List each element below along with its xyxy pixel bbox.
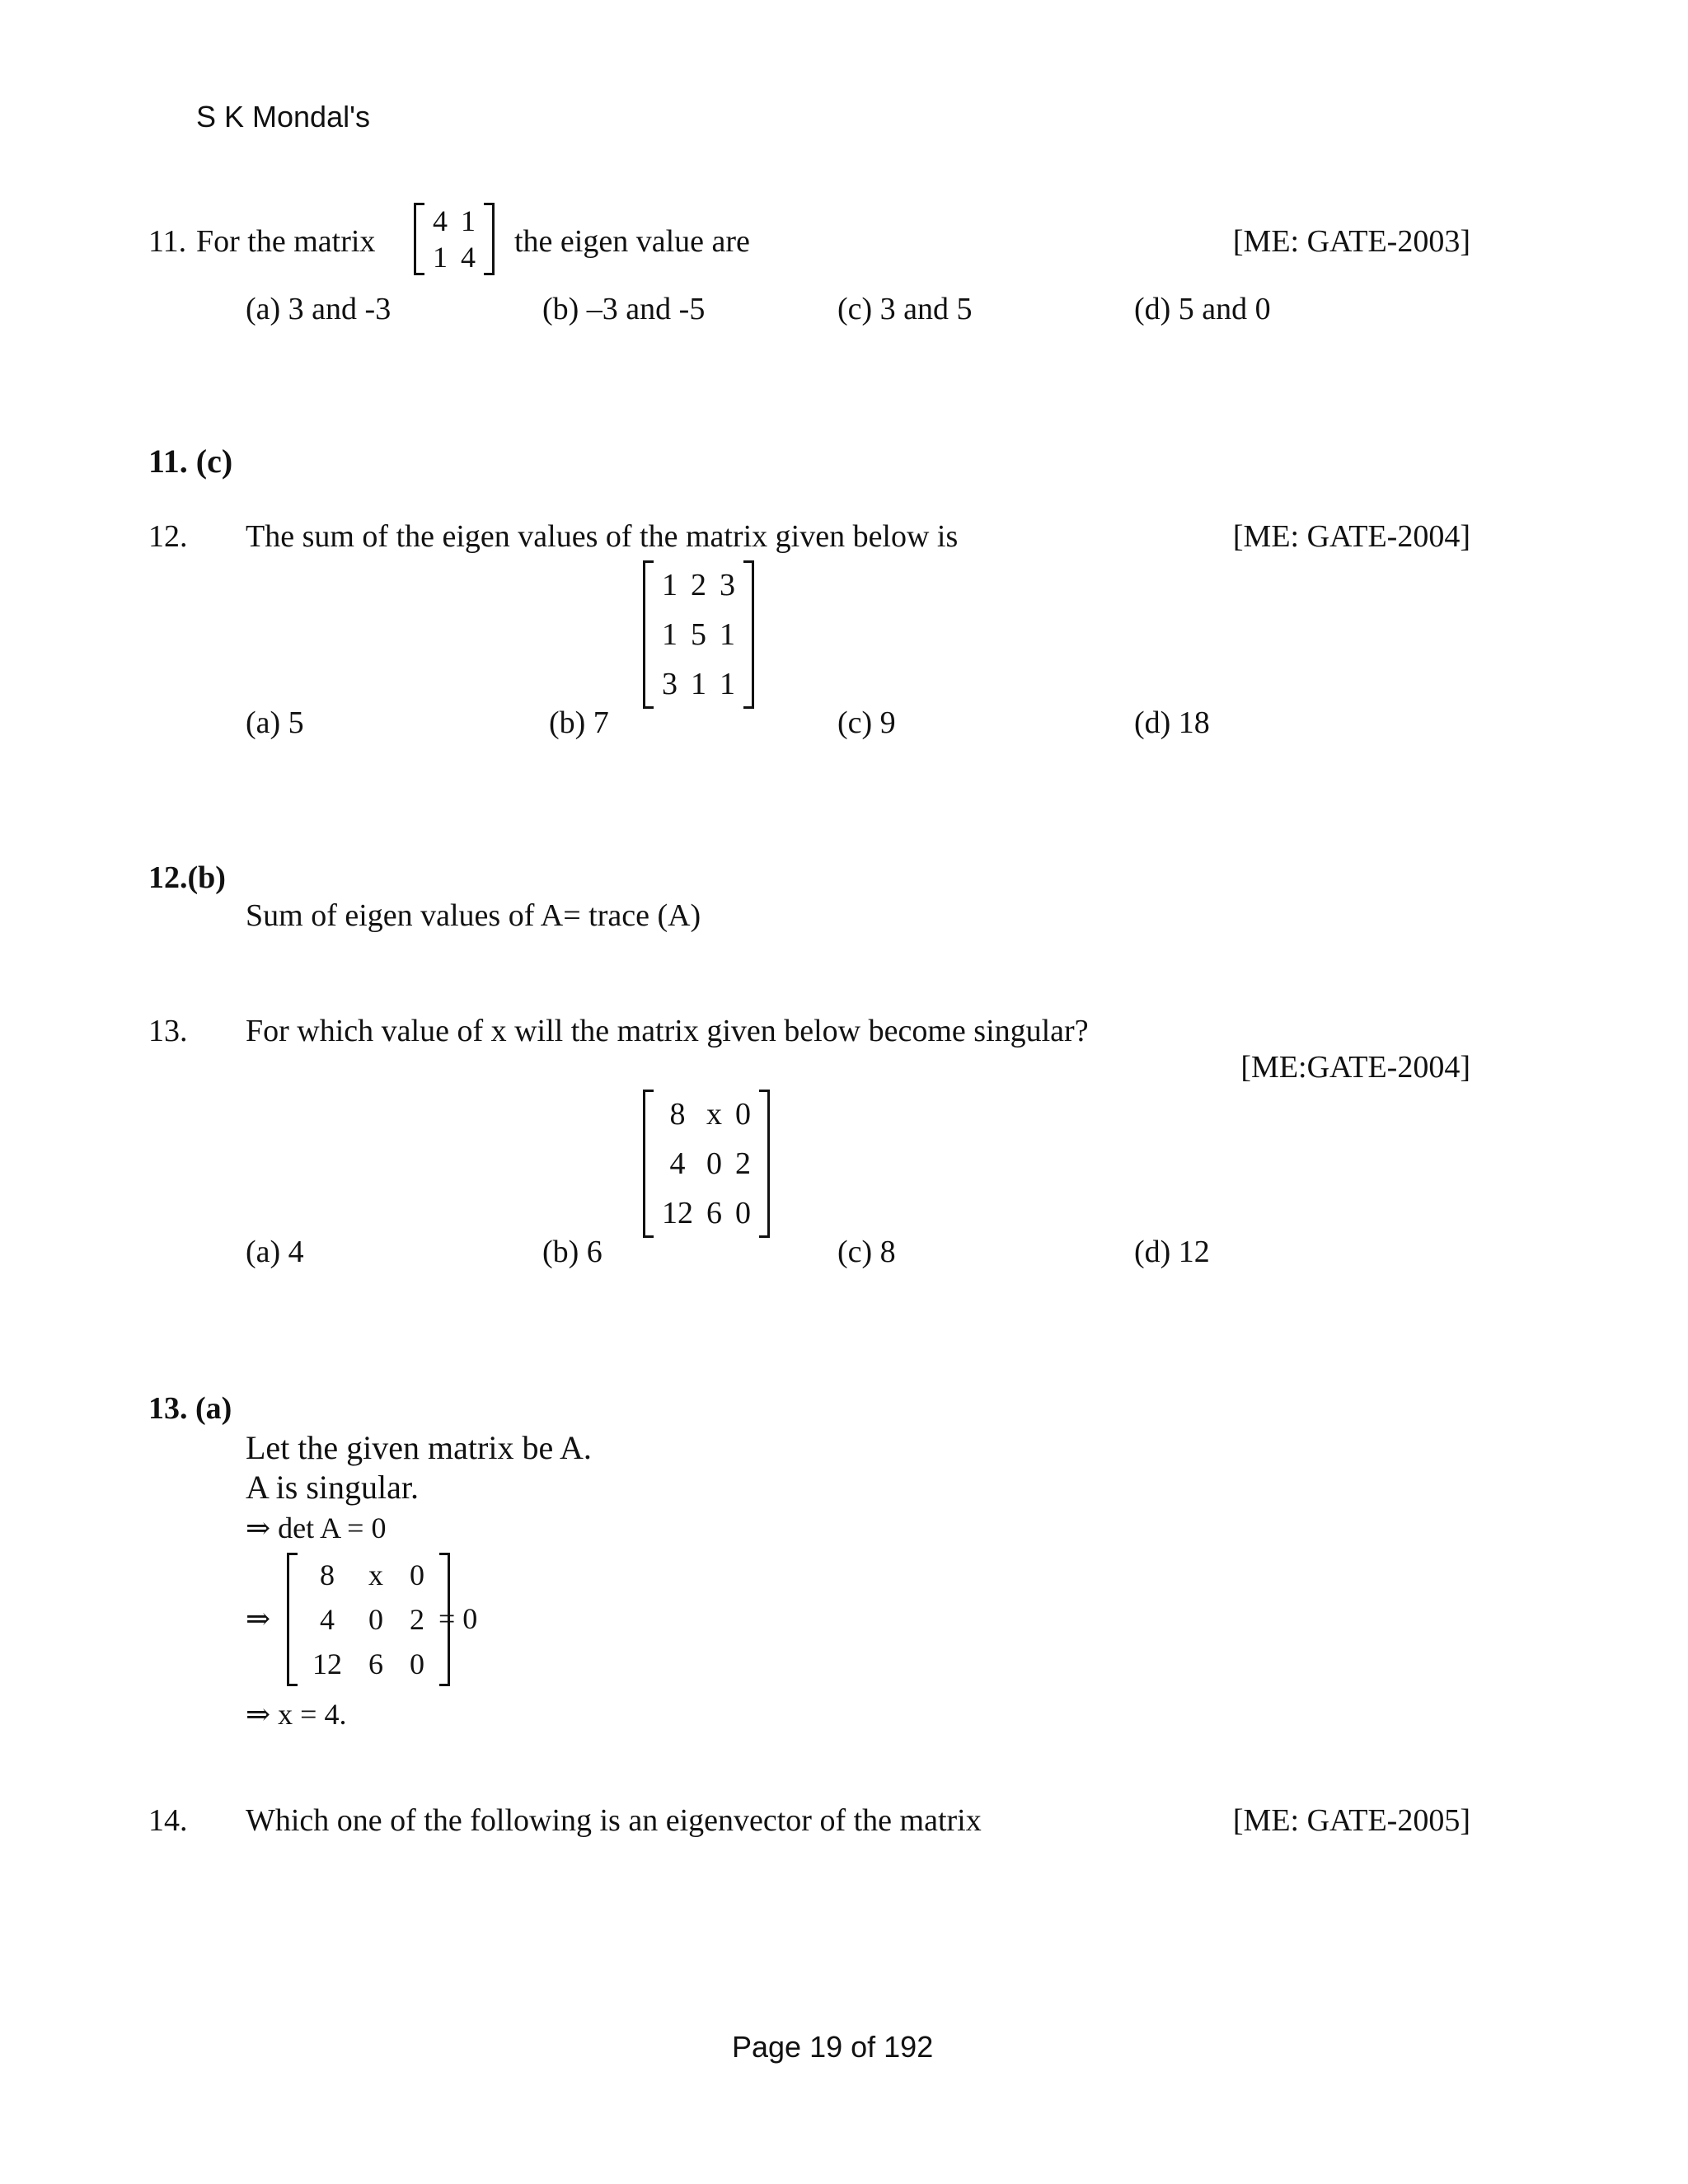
question-12-text: The sum of the eigen values of the matrix given below is xyxy=(246,519,959,554)
matrix-cell: 12 xyxy=(662,1196,693,1230)
matrix-cell: 1 xyxy=(662,568,678,602)
answer-13-determinant-matrix xyxy=(287,1553,450,1686)
question-12-option-d: (d) 18 xyxy=(1134,705,1210,740)
question-11-option-b: (b) –3 and -5 xyxy=(542,292,706,326)
matrix-cell: 3 xyxy=(720,568,735,602)
question-13-option-a: (a) 4 xyxy=(246,1235,304,1269)
matrix-cell: 0 xyxy=(706,1146,722,1181)
matrix-cell: 1 xyxy=(720,667,735,701)
answer-12-label: 12.(b) xyxy=(148,860,226,895)
question-13-number: 13. xyxy=(148,1014,188,1048)
question-12-exam-tag: [ME: GATE-2004] xyxy=(1232,519,1470,554)
question-11-exam-tag: [ME: GATE-2003] xyxy=(1232,224,1470,259)
matrix-cell: 3 xyxy=(662,667,678,701)
matrix-cell: 6 xyxy=(706,1196,722,1230)
matrix-cell: 12 xyxy=(312,1647,342,1680)
answer-13-step3: ⇒ x = 4. xyxy=(246,1698,347,1731)
question-13-exam-tag: [ME:GATE-2004] xyxy=(1240,1050,1470,1085)
question-12-option-c: (c) 9 xyxy=(837,705,896,740)
answer-13-step2-prefix: ⇒ xyxy=(246,1602,271,1635)
matrix-cell: 0 xyxy=(735,1097,751,1132)
matrix-cell: 1 xyxy=(691,667,706,701)
question-12-number: 12. xyxy=(148,519,188,554)
question-14-exam-tag: [ME: GATE-2005] xyxy=(1232,1803,1470,1838)
question-14-text: Which one of the following is an eigenvector of the matrix xyxy=(246,1803,982,1838)
question-13-option-b: (b) 6 xyxy=(542,1235,603,1269)
answer-13-step2-suffix: = 0 xyxy=(438,1602,478,1635)
matrix-cell: 0 xyxy=(368,1603,383,1636)
matrix-cell: 4 xyxy=(461,241,476,274)
question-13-text: For which value of x will the matrix given below become singular? xyxy=(246,1014,1089,1048)
matrix-cell: x xyxy=(706,1097,722,1132)
question-13-option-c: (c) 8 xyxy=(837,1235,896,1269)
question-12-option-a: (a) 5 xyxy=(246,705,304,740)
question-13-option-d: (d) 12 xyxy=(1134,1235,1210,1269)
page-footer-number: Page 19 of 192 xyxy=(732,2030,934,2064)
question-11-number: 11. xyxy=(148,224,187,259)
answer-13-step1: ⇒ det A = 0 xyxy=(246,1511,387,1544)
answer-12-explanation: Sum of eigen values of A= trace (A) xyxy=(246,898,701,933)
matrix-cell: 1 xyxy=(461,204,476,237)
matrix-cell: 2 xyxy=(735,1146,751,1181)
question-12-option-b: (b) 7 xyxy=(549,705,609,740)
matrix-cell: 2 xyxy=(410,1603,424,1636)
matrix-cell: 4 xyxy=(669,1146,686,1181)
matrix-cell: 1 xyxy=(662,617,678,652)
answer-13-label: 13. (a) xyxy=(148,1391,232,1426)
question-11-option-d: (d) 5 and 0 xyxy=(1134,292,1271,326)
page-header-author: S K Mondal's xyxy=(196,100,370,134)
answer-13-line2: A is singular. xyxy=(246,1469,420,1506)
question-14-number: 14. xyxy=(148,1803,188,1838)
matrix-cell: x xyxy=(368,1558,383,1591)
question-12-matrix xyxy=(643,560,754,709)
matrix-cell: 0 xyxy=(735,1196,751,1230)
matrix-cell: 0 xyxy=(410,1647,424,1680)
matrix-cell: 6 xyxy=(368,1647,383,1680)
question-11-option-c: (c) 3 and 5 xyxy=(837,292,973,326)
matrix-cell: 4 xyxy=(320,1603,335,1636)
question-11-matrix xyxy=(414,203,495,275)
answer-13-line1: Let the given matrix be A. xyxy=(246,1429,592,1466)
matrix-cell: 5 xyxy=(691,617,706,652)
matrix-cell: 1 xyxy=(720,617,735,652)
question-11-option-a: (a) 3 and -3 xyxy=(246,292,392,326)
matrix-cell: 4 xyxy=(433,204,448,237)
matrix-cell: 8 xyxy=(669,1097,686,1132)
matrix-cell: 1 xyxy=(433,241,448,274)
question-11-text-before: For the matrix xyxy=(196,224,376,259)
question-11-text-after: the eigen value are xyxy=(514,224,750,259)
answer-11-label: 11. (c) xyxy=(148,443,233,480)
matrix-cell: 8 xyxy=(320,1558,335,1591)
matrix-cell: 2 xyxy=(691,568,706,602)
question-13-matrix xyxy=(643,1090,770,1238)
matrix-cell: 0 xyxy=(410,1558,424,1591)
